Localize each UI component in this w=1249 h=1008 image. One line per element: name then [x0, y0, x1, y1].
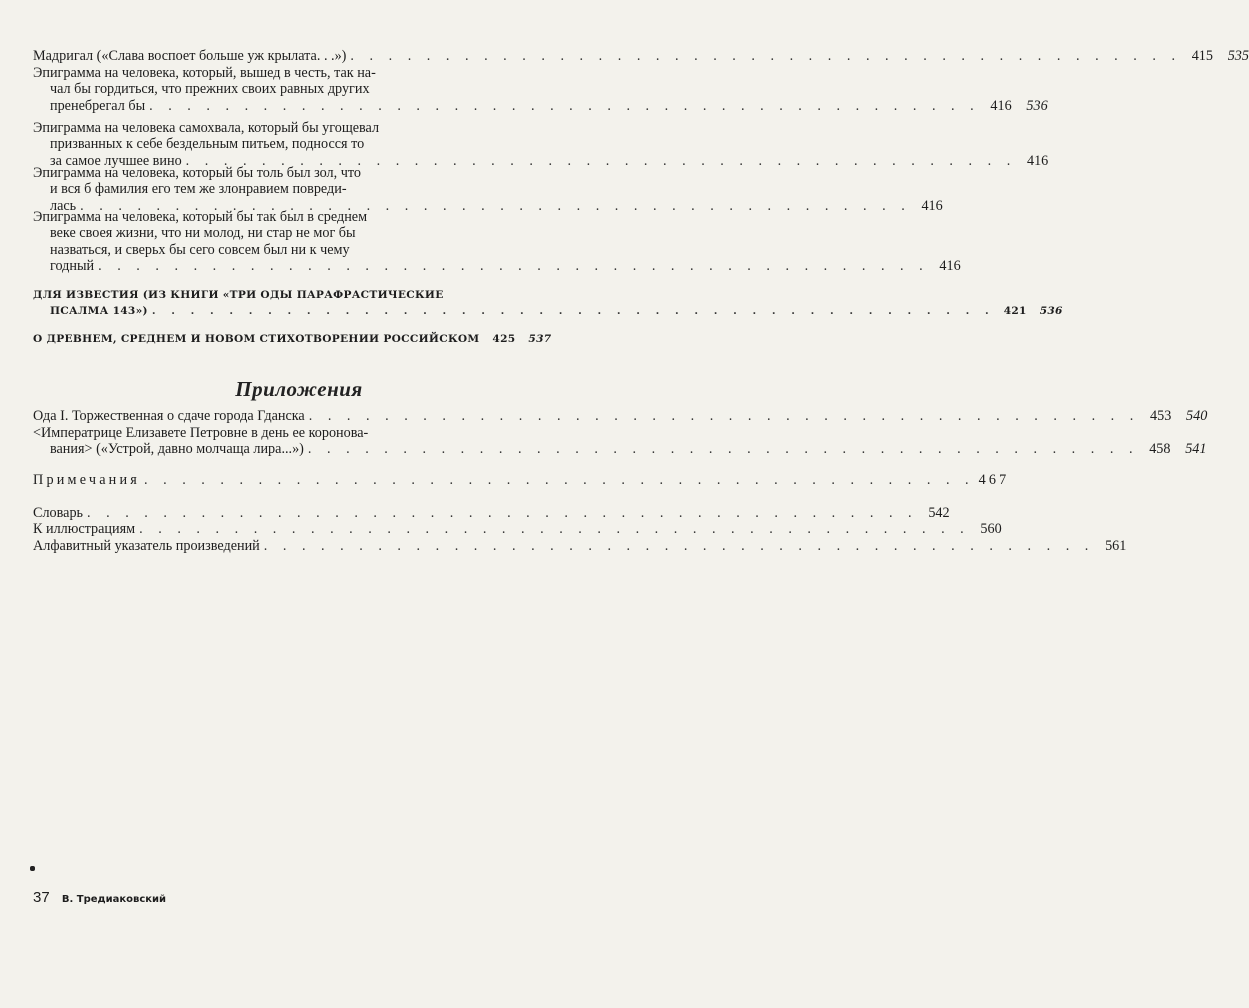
- entry-last-line: [33, 331, 552, 347]
- page-number: 416: [921, 197, 943, 214]
- toc-entry: [33, 165, 943, 214]
- entry-last-line: [33, 48, 1249, 64]
- commentary-page-number: 541: [1185, 441, 1207, 458]
- toc-entry: [33, 331, 552, 347]
- page-number: 542: [928, 505, 950, 521]
- entry-last-line: [33, 441, 1207, 458]
- page-number: 458: [1149, 441, 1171, 458]
- dot-leader: . . . . . . . . . . . . . . . . . . . . . . . . . . . . . . . . . . . . . . . . . . . .: [144, 472, 975, 488]
- appendix-heading: Приложения: [235, 377, 363, 401]
- commentary-page-number: 536: [1039, 305, 1063, 317]
- dot-leader: . . . . . . . . . . . . . . . . . . . . . . . . . . . . . . . . . . . . . . . . . . . .: [308, 408, 1140, 424]
- entry-last-line: [33, 408, 1208, 424]
- commentary-page-number: 535: [1227, 48, 1249, 64]
- entry-title-line: чал бы гордиться, что прежних своих равных других: [50, 81, 370, 98]
- entry-last-line: [33, 257, 961, 274]
- entry-last-line: [33, 303, 1063, 319]
- toc-entry: [33, 209, 961, 274]
- dot-leader: . . . . . . . . . . . . . . . . . . . . . . . . . . . . . . . . . . . . . . . . . . . .: [98, 257, 929, 274]
- entry-title-line: <Императрице Елизавете Петровне в день ее коронова-: [33, 425, 369, 441]
- page-number: 425: [492, 333, 516, 345]
- entry-title-line: пренебрегал бы: [50, 97, 146, 114]
- printer-signature-number: 37: [33, 889, 50, 906]
- entry-title-line: Эпиграмма на человека, который бы так был в среднем: [33, 209, 368, 225]
- dot-leader: . . . . . . . . . . . . . . . . . . . . . . . . . . . . . . . . . . . . . . . . . . . .: [149, 97, 980, 114]
- entry-title-line: Мадригал («Слава воспоет больше уж крылата. . .»): [33, 48, 347, 64]
- page-number: 467: [978, 472, 1010, 488]
- dot-leader: . . . . . . . . . . . . . . . . . . . . . . . . . . . . . . . . . . . . . . . . . . . .: [307, 441, 1139, 458]
- page-number: 421: [1003, 305, 1027, 317]
- entry-title-line: веке своея жизни, что ни молод, ни стар не мог бы: [50, 225, 356, 242]
- entry-title-line: Эпиграмма на человека, который бы толь был зол, что: [33, 165, 361, 181]
- entry-title-line: назваться, и сверьх бы сего совсем был ни к чему: [50, 241, 350, 258]
- commentary-page-number: 540: [1186, 408, 1208, 424]
- printer-signature-text: В. Тредиаковский: [61, 894, 167, 905]
- entry-title-line: вания> («Устрой, давно молчаща лира...»): [50, 441, 304, 458]
- entry-title-line: Примечания: [33, 472, 140, 488]
- commentary-page-number: 536: [1026, 97, 1048, 114]
- page-number: 416: [1026, 152, 1049, 169]
- entry-last-line: [33, 538, 1127, 554]
- entry-title-line: К иллюстрациям: [33, 521, 136, 537]
- dot-leader: . . . . . . . . . . . . . . . . . . . . . . . . . . . . . . . . . . . . . . . . . . . .: [80, 197, 911, 214]
- dot-leader: . . . . . . . . . . . . . . . . . . . . . . . . . . . . . . . . . . . . . . . . . . . .: [350, 48, 1181, 64]
- page-number: 416: [990, 97, 1012, 114]
- print-mark: [30, 866, 35, 871]
- entry-title-line: годный: [50, 257, 95, 274]
- toc-entry: [33, 287, 1063, 319]
- dot-leader: . . . . . . . . . . . . . . . . . . . . . . . . . . . . . . . . . . . . . . . . . . . .: [185, 152, 1017, 169]
- commentary-page-number: 537: [528, 333, 552, 345]
- back-matter-entry: [33, 505, 950, 521]
- entry-title-line: Ода I. Торжественная о сдаче города Гданска: [33, 408, 305, 424]
- entry-title-line: Эпиграмма на человека самохвала, который бы угощевал: [33, 120, 380, 136]
- toc-entry: [33, 120, 1049, 169]
- appendix-entry: [33, 425, 1207, 458]
- entry-last-line: [33, 472, 1010, 488]
- back-matter-entry: [33, 538, 1127, 554]
- entry-title-line: Словарь: [33, 505, 84, 521]
- page-number: 416: [939, 257, 961, 274]
- dot-leader: . . . . . . . . . . . . . . . . . . . . . . . . . . . . . . . . . . . . . . . . . . . .: [151, 305, 995, 317]
- entry-title-line: О ДРЕВНЕМ, СРЕДНЕМ И НОВОМ СТИХОТВОРЕНИИ РОССИЙСКОМ: [33, 333, 480, 345]
- dot-leader: . . . . . . . . . . . . . . . . . . . . . . . . . . . . . . . . . . . . . . . . . . . .: [139, 521, 970, 537]
- entry-last-line: [33, 521, 1002, 537]
- page-number: 561: [1105, 538, 1127, 554]
- entry-title-line: призванных к себе бездельным питьем, подносся то: [50, 136, 365, 153]
- page-number: 560: [980, 521, 1002, 537]
- dot-leader: . . . . . . . . . . . . . . . . . . . . . . . . . . . . . . . . . . . . . . . . . . . .: [87, 505, 918, 521]
- entry-title-line: лась: [50, 197, 77, 214]
- page-footer: [33, 889, 166, 906]
- entry-last-line: [33, 505, 950, 521]
- toc-entry: [33, 65, 1048, 114]
- appendix-entry: [33, 408, 1208, 424]
- page-number: 415: [1191, 48, 1213, 64]
- entry-title-line: ПСАЛМА 143»): [50, 305, 148, 317]
- back-matter-entry: [33, 521, 1002, 537]
- entry-title-line: за самое лучшее вино: [50, 152, 182, 169]
- back-matter-entry: [33, 472, 1010, 488]
- entry-last-line: [33, 97, 1048, 114]
- toc-entry: [33, 48, 1249, 64]
- entry-title-line: Эпиграмма на человека, который, вышед в честь, так на-: [33, 65, 376, 81]
- entry-title-line: и вся б фамилия его тем же злонравием повреди-: [50, 181, 347, 198]
- dot-leader: . . . . . . . . . . . . . . . . . . . . . . . . . . . . . . . . . . . . . . . . . . . .: [263, 538, 1095, 554]
- page-number: 453: [1150, 408, 1172, 424]
- entry-title-line: Алфавитный указатель произведений: [33, 538, 260, 554]
- entry-title-line: ДЛЯ ИЗВЕСТИЯ (ИЗ КНИГИ «ТРИ ОДЫ ПАРАФРАСТИЧЕСКИЕ: [33, 289, 444, 301]
